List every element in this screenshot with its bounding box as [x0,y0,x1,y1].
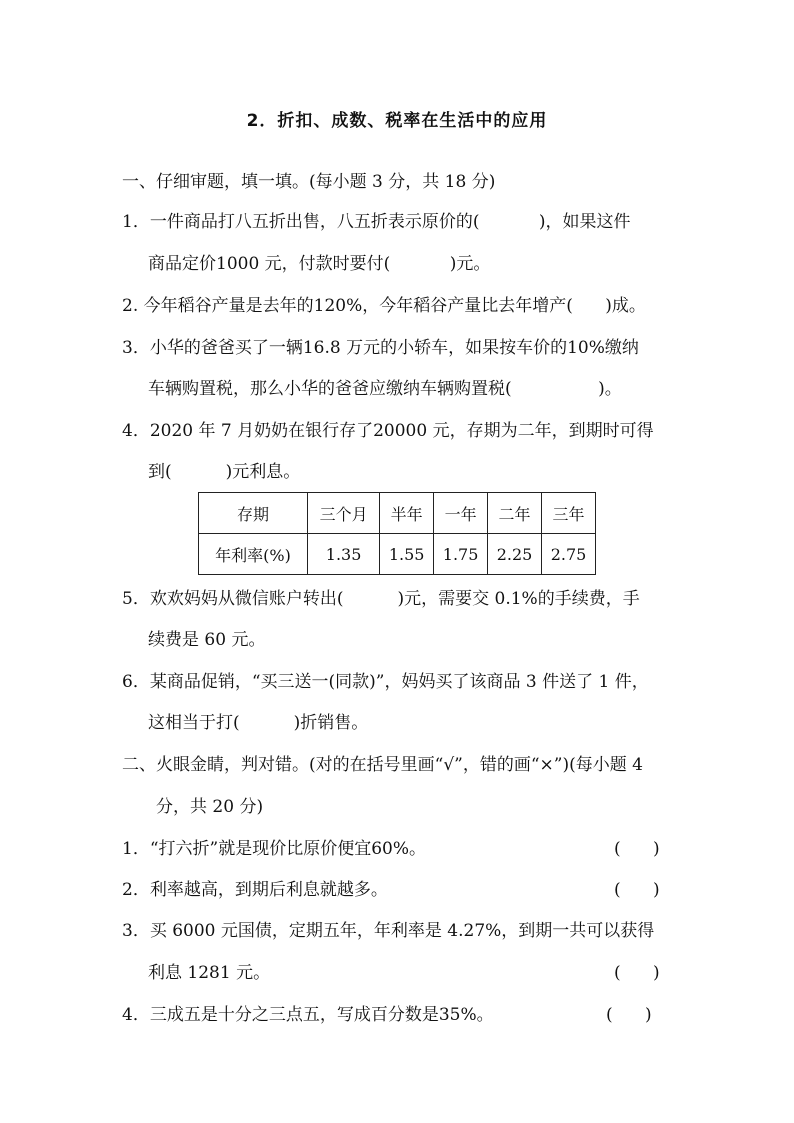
interest-rate-table [198,492,596,575]
question-1-6-line-2: 这相当于打( )折销售。 [148,713,369,733]
table-header-cell: 三个月 [308,493,380,534]
question-1-1-line-2: 商品定价1000 元，付款时要付( )元。 [148,254,491,274]
question-2-1: 1．“打六折”就是现价比原价便宜60%。 [122,839,426,859]
page-title: 2．折扣、成数、税率在生活中的应用 [246,111,548,131]
answer-bracket-2-1[interactable]: ( ) [614,839,660,859]
question-2-2: 2．利率越高，到期后利息就越多。 [122,880,388,900]
table-row [199,534,596,575]
table-row-label: 年利率(%) [199,534,308,575]
table-cell: 1.35 [308,534,380,575]
table-cell: 1.55 [380,534,434,575]
question-1-4-line-2: 到( )元利息。 [148,462,301,482]
table-header-cell: 二年 [488,493,542,534]
table-header-row [199,493,596,534]
question-2-3-line-1: 3．买 6000 元国债，定期五年，年利率是 4.27%，到期一共可以获得 [122,921,655,941]
question-1-6-line-1: 6．某商品促销，“买三送一(同款)”，妈妈买了该商品 3 件送了 1 件， [122,672,649,692]
table-cell: 2.75 [542,534,596,575]
question-1-1-line-1: 1．一件商品打八五折出售，八五折表示原价的( )，如果这件 [122,212,631,232]
question-1-3-line-2: 车辆购置税，那么小华的爸爸应缴纳车辆购置税( )。 [148,379,622,399]
table-header-cell: 三年 [542,493,596,534]
table-header-cell: 一年 [434,493,488,534]
section-2-heading-line-2: 分，共 20 分) [156,797,264,817]
table-header-cell: 半年 [380,493,434,534]
question-2-4: 4．三成五是十分之三点五，写成百分数是35%。 [122,1005,494,1025]
answer-bracket-2-4[interactable]: ( ) [606,1005,652,1025]
question-1-5-line-2: 续费是 60 元。 [148,630,266,650]
section-2-heading-line-1: 二、火眼金睛，判对错。(对的在括号里画“√”，错的画“×”)(每小题 4 [122,755,643,775]
question-1-3-line-1: 3．小华的爸爸买了一辆16.8 万元的小轿车，如果按车价的10%缴纳 [122,338,639,358]
table-cell: 1.75 [434,534,488,575]
table-cell: 2.25 [488,534,542,575]
question-1-5-line-1: 5．欢欢妈妈从微信账户转出( )元，需要交 0.1%的手续费，手 [122,589,640,609]
table-header-cell: 存期 [199,493,308,534]
question-1-2: 2. 今年稻谷产量是去年的120%，今年稻谷产量比去年增产( )成。 [122,296,646,316]
question-2-3-line-2: 利息 1281 元。 [148,963,271,983]
answer-bracket-2-3[interactable]: ( ) [614,963,660,983]
question-1-4-line-1: 4．2020 年 7 月奶奶在银行存了20000 元，存期为二年，到期时可得 [122,421,654,441]
answer-bracket-2-2[interactable]: ( ) [614,880,660,900]
section-1-heading: 一、仔细审题，填一填。(每小题 3 分，共 18 分) [122,172,496,192]
